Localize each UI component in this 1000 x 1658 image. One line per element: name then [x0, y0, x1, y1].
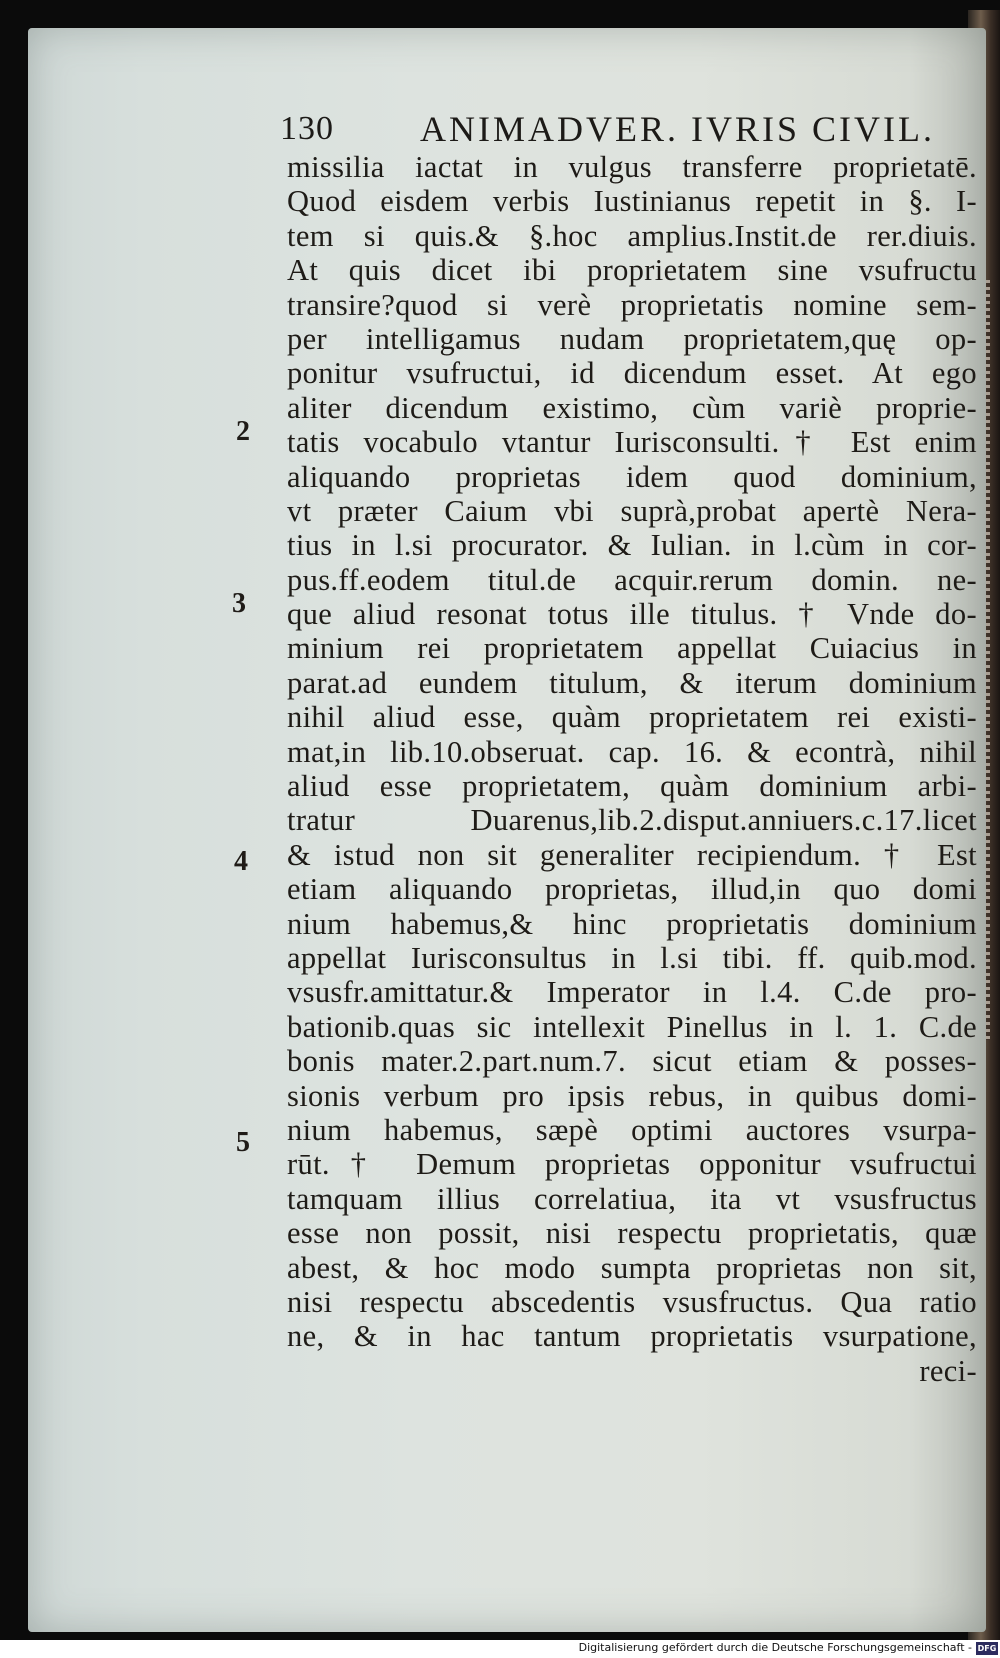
text-line: mat,in lib.10.obseruat. cap. 16. & econtrà, nihil [287, 734, 977, 769]
text-line: nium habemus,& hinc proprietatis dominium [287, 906, 977, 941]
text-line: abest, & hoc modo sumpta proprietas non sit, [287, 1250, 977, 1285]
text-line: appellat Iurisconsultus in l.si tibi. ff. quib.mod. [287, 940, 977, 975]
running-head: ANIMADVER. IVRIS CIVIL. [420, 109, 935, 149]
text-line: Quod eisdem verbis Iustinianus repetit in §. I- [287, 184, 977, 219]
text-line: aliter dicendum existimo, cùm variè proprie- [287, 390, 977, 425]
text-line: aliquando proprietas idem quod dominium, [287, 459, 977, 494]
text-line: aliud esse proprietatem, quàm dominium arbi- [287, 769, 977, 804]
text-line: que aliud resonat totus ille titulus. † Vnde do- [287, 597, 977, 632]
page-number: 130 [280, 110, 334, 147]
text-line: tius in l.si procurator. & Iulian. in l.cùm in cor- [287, 528, 977, 563]
text-line: vt præter Caium vbi suprà,probat apertè Nera- [287, 493, 977, 528]
text-line: bonis mater.2.part.num.7. sicut etiam & posses- [287, 1044, 977, 1079]
digitization-footer [0, 1640, 1000, 1658]
catchword: reci- [919, 1353, 977, 1388]
text-line: pus.ff.eodem titul.de acquir.rerum domin. ne- [287, 562, 977, 597]
text-line: vsusfr.amittatur.& Imperator in l.4. C.de pro- [287, 975, 977, 1010]
text-line: transire?quod si verè proprietatis nomine sem- [287, 287, 977, 322]
page-header [280, 108, 980, 156]
text-line: etiam aliquando proprietas, illud,in quo domi [287, 872, 977, 907]
body-text [287, 150, 977, 1450]
text-line: ne, & in hac tantum proprietatis vsurpatione, [287, 1319, 977, 1354]
margin-note-number: 5 [236, 1127, 250, 1158]
text-line: & istud non sit generaliter recipiendum. † Est [287, 837, 977, 872]
text-line: nium habemus, sæpè optimi auctores vsurpa- [287, 1112, 977, 1147]
text-line: tem si quis.& §.hoc amplius.Instit.de rer.diuis. [287, 218, 977, 253]
margin-note-number: 4 [234, 846, 248, 877]
text-line: missilia iactat in vulgus transferre proprietatē. [287, 150, 977, 184]
dfg-logo: DFG [977, 1644, 997, 1653]
text-line: esse non possit, nisi respectu proprietatis, quæ [287, 1216, 977, 1251]
text-line: bationib.quas sic intellexit Pinellus in l. 1. C.de [287, 1009, 977, 1044]
text-line: tatis vocabulo vtantur Iurisconsulti.† Est enim [287, 425, 977, 460]
text-line: per intelligamus nudam proprietatem,quę op- [287, 321, 977, 356]
text-line: minium rei proprietatem appellat Cuiacius in [287, 631, 977, 666]
text-line: ponitur vsufructui, id dicendum esset. At ego [287, 356, 977, 391]
text-line: tratur Duarenus,lib.2.disput.anniuers.c.17.licet [287, 803, 977, 838]
text-line: rūt.† Demum proprietas opponitur vsufructui [287, 1147, 977, 1182]
text-line: nisi respectu abscedentis vsusfructus. Qua ratio [287, 1284, 977, 1319]
text-line: sionis verbum pro ipsis rebus, in quibus domi- [287, 1078, 977, 1113]
margin-note-number: 2 [236, 416, 250, 447]
footer-credit: Digitalisierung gefördert durch die Deutsche Forschungsgemeinschaft - [578, 1641, 972, 1654]
text-line: tamquam illius correlatiua, ita vt vsusfructus [287, 1181, 977, 1216]
text-line: nihil aliud esse, quàm proprietatem rei existi- [287, 700, 977, 735]
text-line: At quis dicet ibi proprietatem sine vsufructu [287, 253, 977, 288]
text-line: parat.ad eundem titulum, & iterum dominium [287, 665, 977, 700]
margin-note-number: 3 [232, 588, 246, 619]
